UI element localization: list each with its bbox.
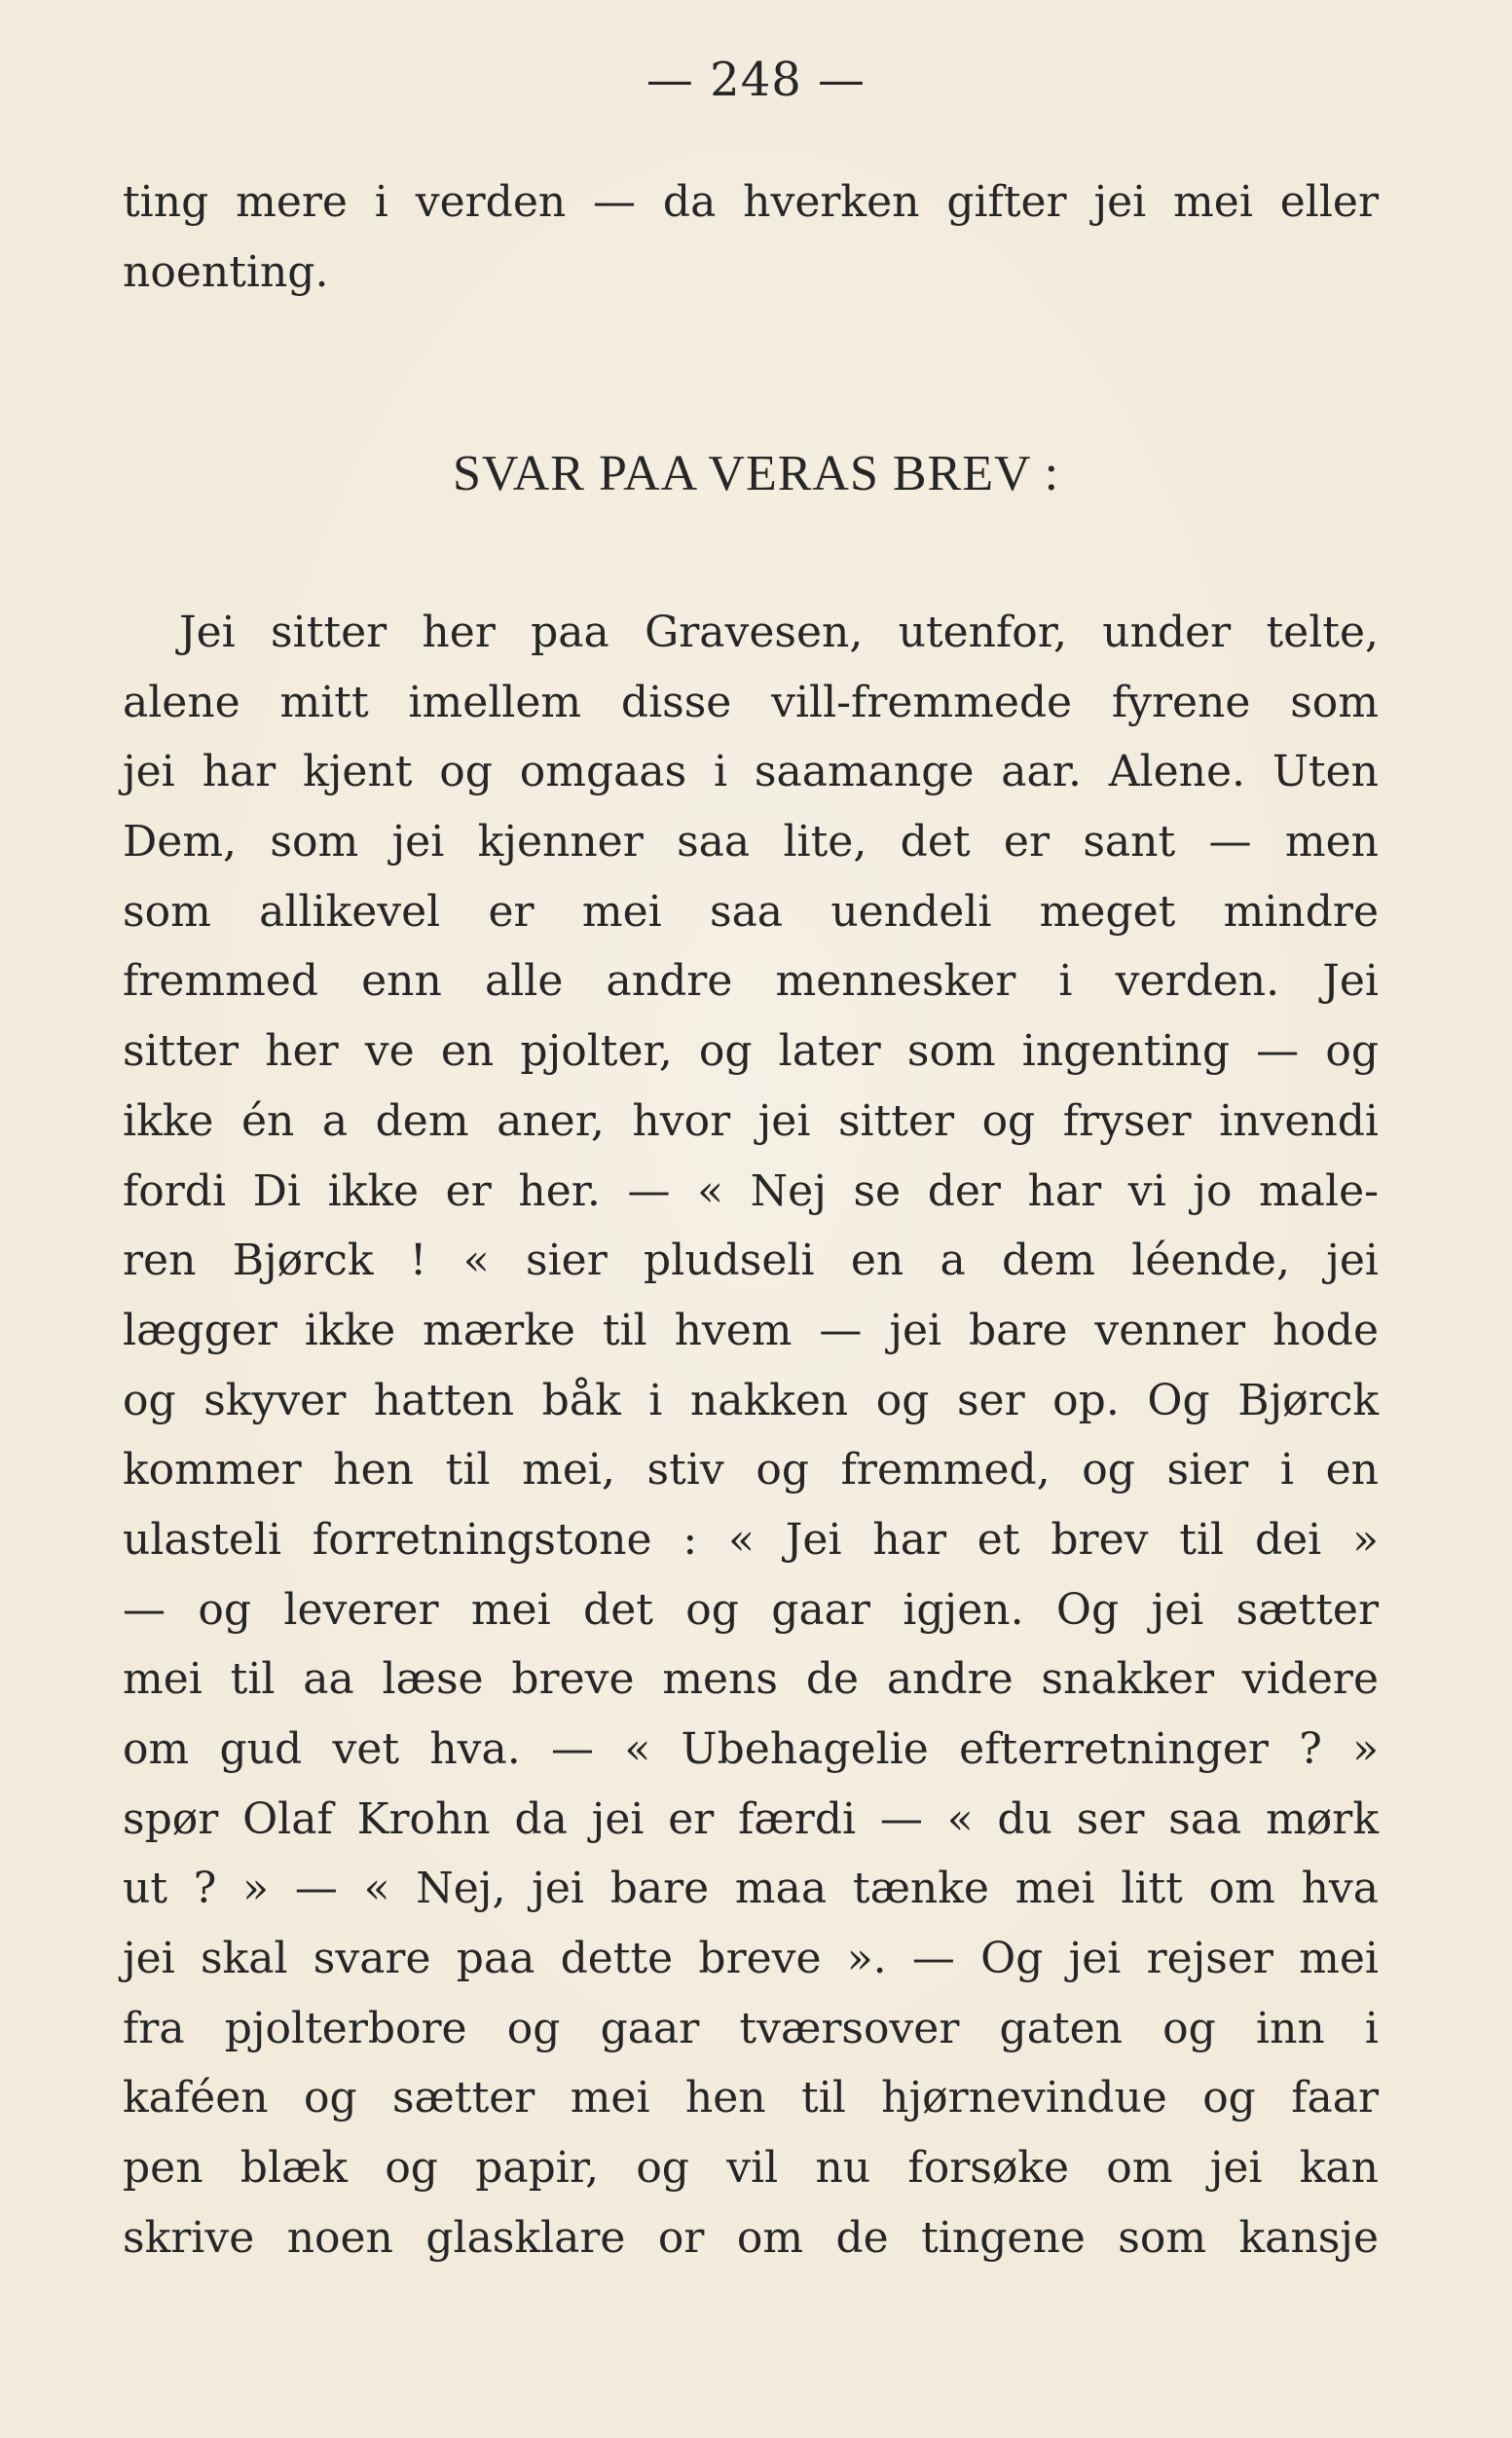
text-line: ikke én a dem aner, hvor jei sitter og fryser invendi	[123, 1095, 1379, 1146]
text-line: og skyver hatten båk i nakken og ser op. Og Bjørck	[123, 1375, 1379, 1425]
page-number: — 248 —	[645, 53, 867, 107]
text-line: fordi Di ikke er her. — « Nej se der har vi jo male-	[123, 1165, 1379, 1216]
letter-paragraph	[123, 598, 1379, 2273]
text-line: sitter her ve en pjolter, og later som ingenting — og	[123, 1026, 1379, 1077]
text-line: lægger ikke mærke til hvem — jei bare venner hode	[123, 1305, 1379, 1355]
text-line: kaféen og sætter mei hen til hjørnevindue og faar	[123, 2073, 1379, 2124]
text-line: alene mitt imellem disse vill-fremmede fyrene som	[123, 677, 1379, 727]
text-line: mei til aa læse breve mens de andre snakker videre	[123, 1654, 1379, 1705]
text-line: noenting.	[123, 246, 329, 297]
text-line: Jei sitter her paa Gravesen, utenfor, under telte,	[179, 608, 1379, 657]
text-line: jei har kjent og omgaas i saamange aar. Alene. Uten	[123, 747, 1379, 797]
text-line: ting mere i verden — da hverken gifter jei mei eller	[123, 177, 1379, 227]
text-line: jei skal svare paa dette breve ». — Og jei rejser mei	[123, 1934, 1379, 1984]
text-line: spør Olaf Krohn da jei er færdi — « du ser saa mørk	[123, 1793, 1379, 1844]
text-line: skrive noen glasklare or om de tingene som kansje	[123, 2212, 1379, 2263]
text-line: — og leverer mei det og gaar igjen. Og jei sætter	[123, 1584, 1379, 1635]
section-heading: SVAR PAA VERAS BREV :	[452, 446, 1060, 501]
text-line: fremmed enn alle andre mennesker i verden. Jei	[123, 956, 1379, 1007]
text-line: fra pjolterbore og gaar tværsover gaten og inn i	[123, 2003, 1379, 2053]
text-line: kommer hen til mei, stiv og fremmed, og sier i en	[123, 1445, 1379, 1496]
text-line: pen blæk og papir, og vil nu forsøke om jei kan	[123, 2143, 1379, 2194]
text-line: ren Bjørck ! « sier pludseli en a dem léende, jei	[123, 1236, 1379, 1286]
continued-paragraph	[123, 167, 1379, 307]
text-line: ut ? » — « Nej, jei bare maa tænke mei litt om hva	[123, 1864, 1379, 1914]
text-line: som allikevel er mei saa uendeli meget mindre	[123, 886, 1379, 937]
text-line: ulasteli forretningstone : « Jei har et brev til dei »	[123, 1514, 1379, 1565]
text-line: Dem, som jei kjenner saa lite, det er sant — men	[123, 817, 1379, 868]
text-line: om gud vet hva. — « Ubehagelie efterretninger ? »	[123, 1724, 1379, 1774]
